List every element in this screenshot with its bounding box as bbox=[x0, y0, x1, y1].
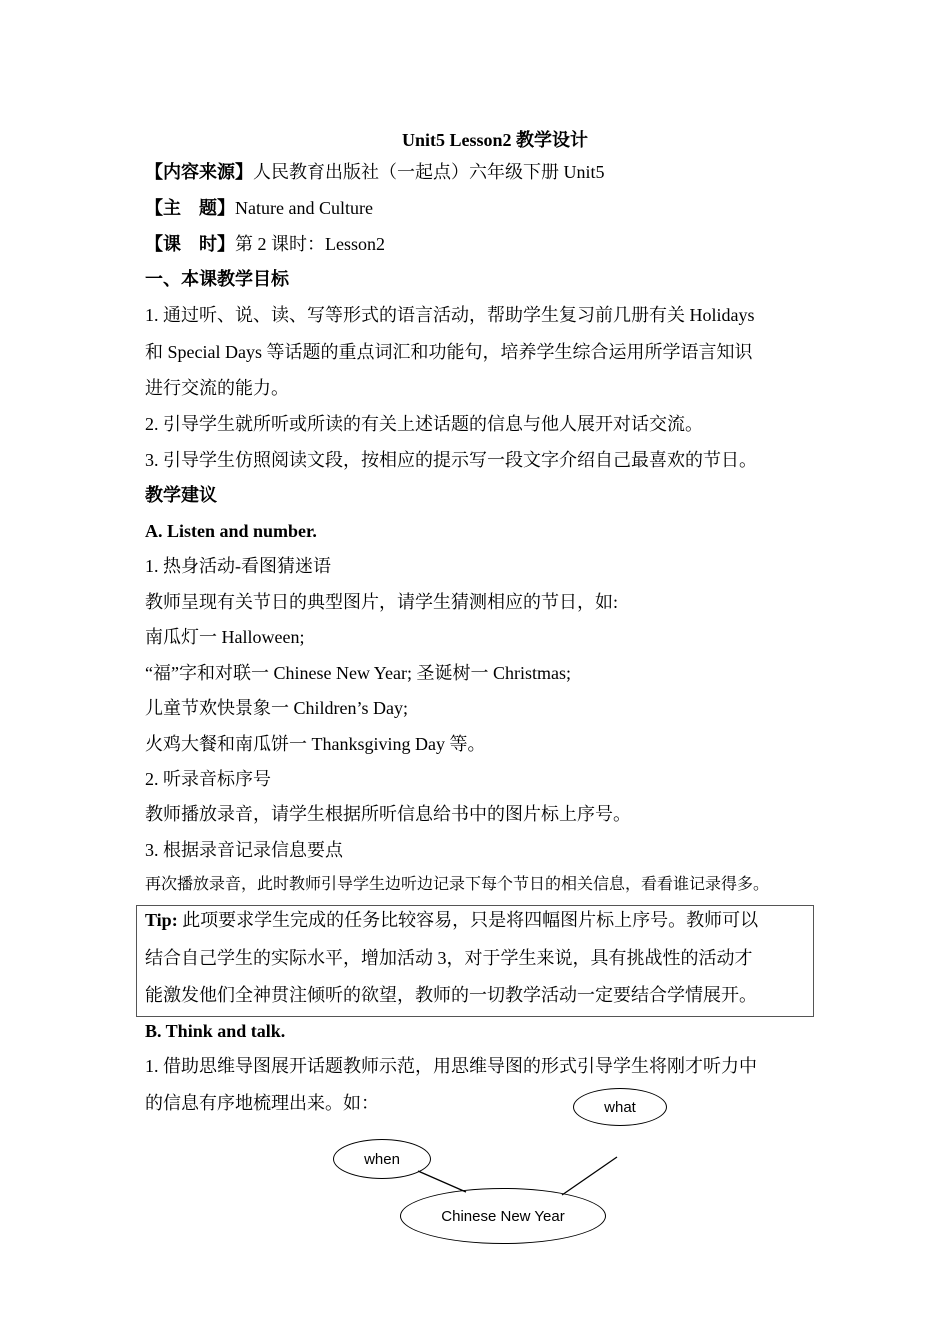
suggestions-heading: 教学建议 bbox=[145, 485, 217, 505]
section-a-line: 1. 热身活动-看图猜迷语 bbox=[145, 556, 331, 576]
section-a-line: 3. 根据录音记录信息要点 bbox=[145, 840, 343, 860]
mindmap-center-label: Chinese New Year bbox=[441, 1207, 565, 1225]
section-b-line: 1. 借助思维导图展开话题教师示范，用思维导图的形式引导学生将刚才听力中 bbox=[145, 1056, 757, 1076]
tip-label: Tip: bbox=[145, 910, 178, 930]
section-b-heading: B. Think and talk. bbox=[145, 1021, 286, 1041]
source-value: 人民教育出版社（一起点）六年级下册 Unit5 bbox=[253, 162, 605, 182]
section-a-line: 儿童节欢快景象一 Children’s Day; bbox=[145, 698, 408, 718]
mindmap-what-label: what bbox=[604, 1098, 636, 1116]
section-a-line: 火鸡大餐和南瓜饼一 Thanksgiving Day 等。 bbox=[145, 734, 486, 754]
section-b-line: 的信息有序地梳理出来。如： bbox=[145, 1093, 379, 1113]
section-a-line: 2. 听录音标序号 bbox=[145, 769, 271, 789]
goal-line: 和 Special Days 等话题的重点词汇和功能句，培养学生综合运用所学语言知识 bbox=[145, 342, 753, 362]
mindmap-node-center bbox=[400, 1188, 606, 1244]
tip-line: 能激发他们全神贯注倾听的欲望，教师的一切教学活动一定要结合学情展开。 bbox=[145, 985, 757, 1005]
period-label: 【课 时】 bbox=[145, 234, 235, 254]
goal-line: 3. 引导学生仿照阅读文段，按相应的提示写一段文字介绍自己最喜欢的节日。 bbox=[145, 450, 757, 470]
tip-text: 此项要求学生完成的任务比较容易，只是将四幅图片标上序号。教师可以 bbox=[177, 910, 759, 930]
section-a-line: “福”字和对联一 Chinese New Year; 圣诞树一 Christmas; bbox=[145, 663, 571, 683]
goal-line: 进行交流的能力。 bbox=[145, 378, 289, 398]
document-title: Unit5 Lesson2 教学设计 bbox=[401, 130, 589, 150]
mindmap-when-label: when bbox=[364, 1150, 400, 1168]
mindmap-node-what bbox=[573, 1088, 667, 1126]
mindmap-node-when bbox=[333, 1139, 431, 1179]
section-a-line: 教师播放录音，请学生根据所听信息给书中的图片标上序号。 bbox=[145, 804, 631, 824]
section-a-small-line: 再次播放录音，此时教师引导学生边听边记录下每个节日的相关信息，看看谁记录得多。 bbox=[145, 876, 770, 893]
tip-line: 结合自己学生的实际水平，增加活动 3，对于学生来说，具有挑战性的活动才 bbox=[145, 948, 753, 968]
section-a-line: 教师呈现有关节日的典型图片，请学生猜测相应的节日，如: bbox=[145, 592, 618, 612]
topic-line bbox=[145, 197, 373, 219]
source-label: 【内容来源】 bbox=[145, 162, 253, 182]
topic-label: 【主 题】 bbox=[145, 198, 235, 218]
goal-line: 1. 通过听、说、读、写等形式的语言活动，帮助学生复习前几册有关 Holidays bbox=[145, 305, 755, 325]
goals-heading: 一、本课教学目标 bbox=[145, 269, 289, 289]
tip-line bbox=[145, 909, 758, 931]
source-line bbox=[145, 161, 605, 183]
period-line bbox=[145, 233, 385, 255]
section-a-heading: A. Listen and number. bbox=[145, 521, 317, 541]
topic-value: Nature and Culture bbox=[235, 198, 373, 218]
goal-line: 2. 引导学生就所听或所读的有关上述话题的信息与他人展开对话交流。 bbox=[145, 414, 703, 434]
section-a-line: 南瓜灯一 Halloween; bbox=[145, 627, 305, 647]
period-value: 第 2 课时：Lesson2 bbox=[235, 234, 385, 254]
